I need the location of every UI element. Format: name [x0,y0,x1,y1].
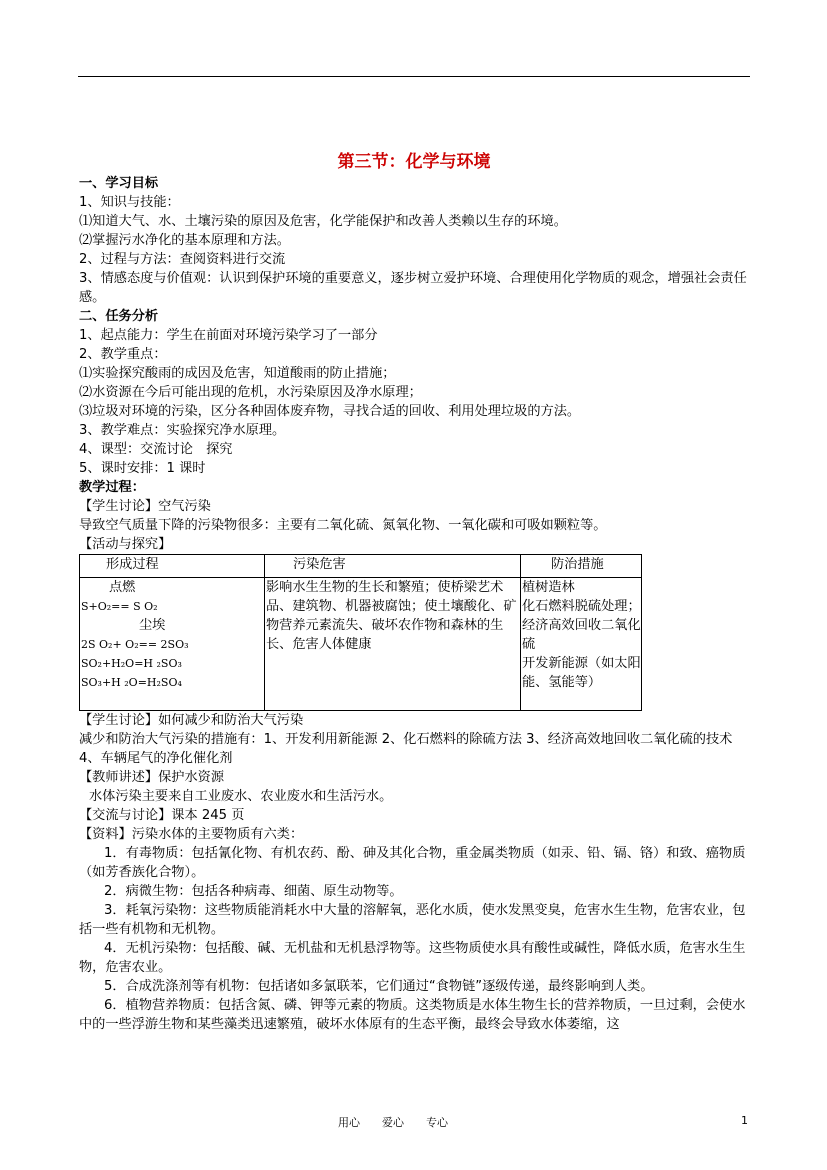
material-heading: 【资料】污染水体的主要物质有六类： [79,827,304,842]
table-cell-formation [80,578,265,711]
prevention-item: 开发新能源（如太阳能、氢能等） [522,656,641,690]
text-line: 2、教学重点： [79,347,167,362]
prevention-item: 经济高效回收二氧化硫 [522,618,641,652]
text-line: 1、起点能力：学生在前面对环境污染学习了一部分 [79,328,378,343]
discussion-heading: 【学生讨论】如何减少和防治大气污染 [79,713,304,728]
table-header-cell: 防治措施 [521,555,642,578]
prevention-item: 植树造林 [522,580,575,595]
exchange-heading: 【交流与讨论】课本 245 页 [79,808,245,823]
table-cell-prevention [521,578,642,711]
reaction-equation: 2S O₂+ O₂== 2SO₃ [81,638,189,651]
pollution-table [79,554,642,711]
text-paragraph: 3、情感态度与价值观：认识到保护环境的重要意义，逐步树立爱护环境、合理使用化学物质的观念，增强社会责任感。 [79,271,747,305]
document-body [79,150,749,1034]
text-line: ⑵掌握污水净化的基本原理和方法。 [79,233,290,248]
teacher-heading: 【教师讲述】保护水资源 [79,770,225,785]
text-line: 导致空气质量下降的污染物很多：主要有二氧化硫、氮氧化物、一氧化碳和可吸如颗粒等。 [79,518,607,533]
table-header-cell: 污染危害 [265,555,521,578]
section-heading-objectives: 一、学习目标 [79,176,159,191]
material-item: 5．合成洗涤剂等有机物：包括诸如多氯联苯，它们通过“食物链”逐级传递，最终影响到人类。 [104,979,654,994]
reaction-equation: S+O₂== S O₂ [81,600,158,613]
text-line: ⑵水资源在今后可能出现的危机，水污染原因及净水原理； [79,385,422,400]
prevention-item: 化石燃料脱硫处理； [522,599,641,614]
page-title: 第三节：化学与环境 [337,152,491,172]
text-line: 2、过程与方法：查阅资料进行交流 [79,252,286,267]
text-line: 5、课时安排：1 课时 [79,461,206,476]
table-row [80,578,642,711]
activity-heading: 【活动与探究】 [79,537,172,552]
text-line: 3、教学难点：实验探究净水原理。 [79,423,286,438]
table-cell-harm [265,578,521,711]
page-number: 1 [741,1114,748,1127]
material-item: 2．病微生物：包括各种病毒、细菌、原生动物等。 [104,884,403,899]
harm-text: 影响水生生物的生长和繁殖；使桥梁艺术品、建筑物、机器被腐蚀；使土壤酸化、矿物营养元素流失、破坏农作物和森林的生长、危害人体健康 [266,580,517,652]
section-heading-process: 教学过程： [79,480,145,495]
material-item: 6．植物营养物质：包括含氮、磷、钾等元素的物质。这类物质是水体生物生长的营养物质，一旦过剩，会使水中的一些浮游生物和某些藻类迅速繁殖，破坏水体原有的生态平衡，最终会导致水体萎缩，这 [79,998,746,1032]
reaction-equation: SO₂+H₂O=H ₂SO₃ [81,657,182,670]
text-line: 1、知识与技能： [79,195,180,210]
material-item: 1．有毒物质：包括氰化物、有机农药、酚、砷及其化合物，重金属类物质（如汞、铅、镉、铬）和致、癌物质（如芳香族化合物）。 [79,846,746,880]
reaction-condition: 点燃 [109,580,136,595]
section-heading-analysis: 二、任务分析 [79,309,159,324]
reaction-condition: 尘埃 [139,618,166,633]
discussion-heading: 【学生讨论】空气污染 [79,499,211,514]
text-paragraph: 减少和防治大气污染的措施有：1、开发利用新能源 2、化石燃料的除硫方法 3、经济高效地回收二氧化硫的技术 4、车辆尾气的净化催化剂 [79,732,733,766]
material-item: 3．耗氧污染物：这些物质能消耗水中大量的溶解氧，恶化水质，使水发黑变臭，危害水生生物，危害农业，包括一些有机物和无机物。 [79,903,746,937]
footer-text: 用心 爱心 专心 [338,1116,448,1129]
text-line: ⑴知道大气、水、土壤污染的原因及危害，化学能保护和改善人类赖以生存的环境。 [79,214,567,229]
header-rule [78,76,750,77]
text-line: ⑶垃圾对环境的污染，区分各种固体废弃物，寻找合适的回收、利用处理垃圾的方法。 [79,404,581,419]
reaction-equation: SO₃+H ₂O=H₂SO₄ [81,676,182,689]
material-item: 4．无机污染物：包括酸、碱、无机盐和无机悬浮物等。这些物质使水具有酸性或碱性，降低水质，危害水生生物，危害农业。 [79,941,746,975]
table-header-row [80,555,642,578]
text-line: 4、课型：交流讨论 探究 [79,442,233,457]
text-line: 水体污染主要来自工业废水、农业废水和生活污水。 [89,789,393,804]
text-line: ⑴实验探究酸雨的成因及危害，知道酸雨的防止措施； [79,366,396,381]
table-header-cell: 形成过程 [80,555,265,578]
